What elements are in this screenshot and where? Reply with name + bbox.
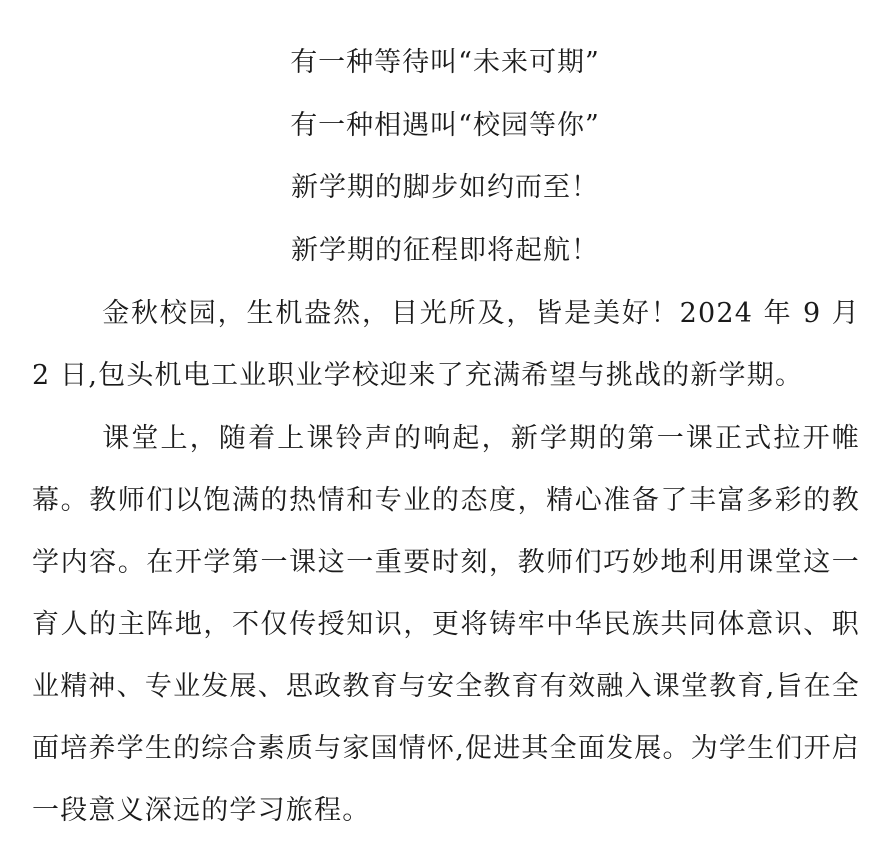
intro-line-2: 有一种相遇叫“校园等你”: [290, 110, 600, 141]
intro-line-3: 新学期的脚步如约而至！: [291, 172, 599, 203]
paragraph-opening: 金秋校园，生机盎然，目光所及，皆是美好！2024 年 9 月 2 日,包头机电工业职业学校迎来了充满希望与挑战的新学期。: [32, 298, 860, 391]
intro-line-4: 新学期的征程即将起航！: [291, 235, 599, 266]
intro-line-1: 有一种等待叫“未来可期”: [290, 47, 600, 78]
paragraph-classroom: 课堂上，随着上课铃声的响起，新学期的第一课正式拉开帷幕。教师们以饱满的热情和专业的态度，精心准备了丰富多彩的教学内容。在开学第一课这一重要时刻，教师们巧妙地利用课堂这一育人的主阵地，不仅传授知识，更将铸牢中华民族共同体意识、职业精神、专业发展、思政教育与安全教育有效融入课堂教育,旨在全面培养学生的综合素质与家国情怀,促进其全面发展。为学生们开启一段意义深远的学习旅程。: [32, 423, 860, 826]
